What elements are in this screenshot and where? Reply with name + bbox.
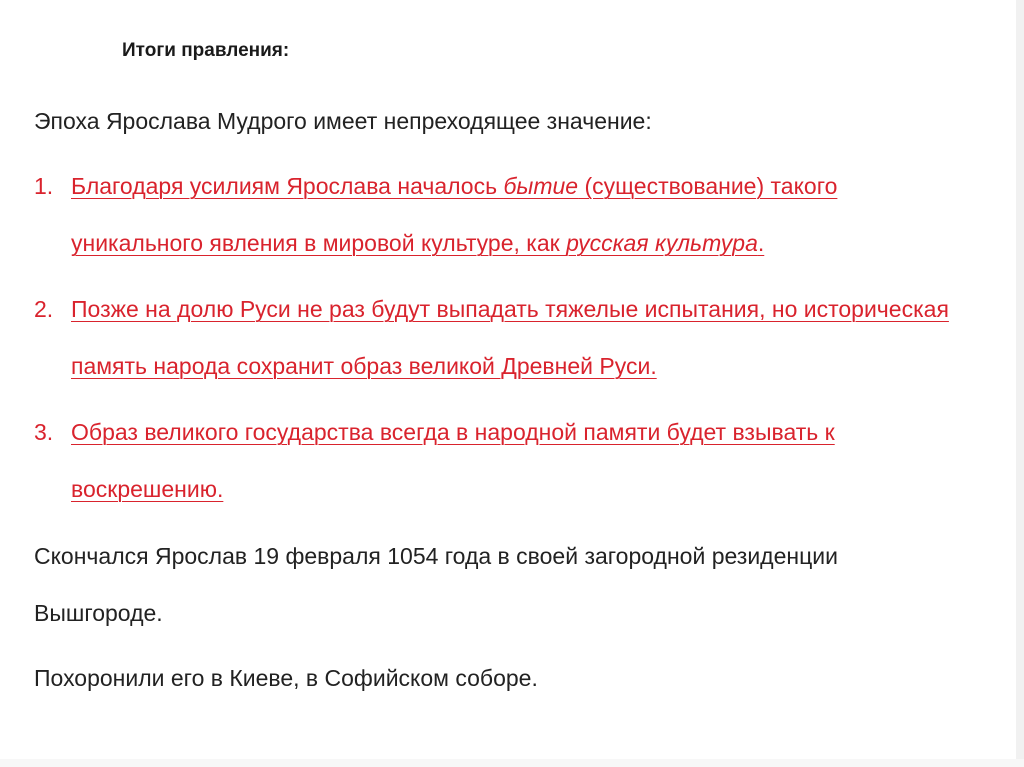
item-1-part3: . xyxy=(757,230,765,256)
list-number-2: 2. xyxy=(34,296,54,322)
item-1-part1: Благодаря усилиям Ярослава началось xyxy=(71,173,504,199)
burial-text: Похоронили его в Киеве, в Софийском соборе. xyxy=(34,665,538,691)
list-item-text-2: Позже на долю Руси не раз будут выпадать тяжелые испытания, но историческая память народа сохранит образ великой Древней Руси. xyxy=(71,296,949,379)
list-item-text-1 xyxy=(71,158,951,272)
list-item-text-3: Образ великого государства всегда в народной памяти будет взывать к воскрешению. xyxy=(71,419,835,502)
slide-frame-right xyxy=(1016,0,1024,767)
list-item-3 xyxy=(34,404,951,518)
list-number-1: 1. xyxy=(34,173,54,199)
death-text-line-1: Скончался Ярослав 19 февраля 1054 года в своей загородной резиденции xyxy=(34,543,838,569)
list-number-3: 3. xyxy=(34,419,54,445)
item-1-italic-russian-culture: русская культура xyxy=(566,230,758,256)
list-item-2 xyxy=(34,281,951,395)
item-1-italic-being: бытие xyxy=(503,173,579,199)
list-item-1 xyxy=(34,158,951,272)
item-1-part2: (существование) такого уникального явления в мировой культуре, как xyxy=(71,173,838,256)
intro-text: Эпоха Ярослава Мудрого имеет непреходящее значение: xyxy=(34,108,652,134)
death-text-line-2: Вышгороде. xyxy=(34,600,163,626)
slide-frame-bottom xyxy=(0,759,1024,767)
slide-heading: Итоги правления: xyxy=(122,40,290,61)
